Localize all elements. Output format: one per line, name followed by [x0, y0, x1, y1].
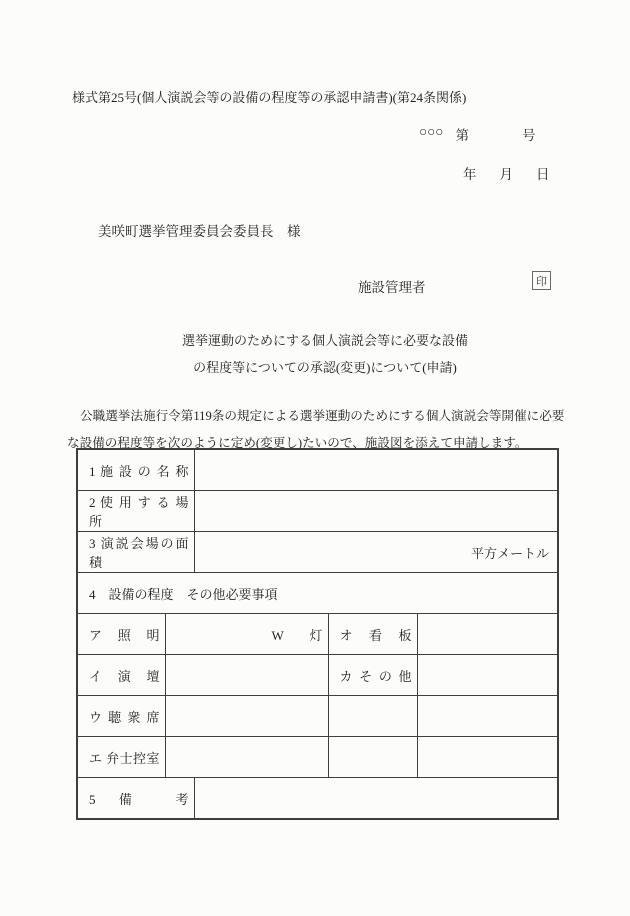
- year-label: 年: [463, 167, 477, 182]
- remarks-label: 5 備 考: [77, 778, 194, 820]
- audience-seats-label: ウ 聴 衆 席: [77, 696, 165, 737]
- speaker-room-extra-value-cell: [417, 737, 558, 778]
- body-paragraph-line-2: な設備の程度等を次のように定め(変更し)たいので、施設図を添えて申請します。: [67, 436, 528, 450]
- remarks-value-cell: [194, 778, 558, 820]
- venue-area-unit-label: 平方メートル: [471, 545, 550, 561]
- addressee: 美咲町選挙管理委員会委員長 様: [98, 224, 301, 239]
- form-number-note: 様式第25号(個人演説会等の設備の程度等の承認申請書)(第24条関係): [72, 90, 467, 105]
- equipment-section-row: [77, 573, 558, 614]
- day-label: 日: [536, 167, 550, 182]
- signboard-label: オ 看 板: [328, 614, 417, 655]
- audience-seats-extra-value-cell: [417, 696, 558, 737]
- application-table: [76, 448, 559, 820]
- other-equipment-label: カ そ の 他: [328, 655, 417, 696]
- venue-area-row: [77, 532, 558, 573]
- podium-row: [77, 655, 558, 696]
- venue-area-label: 3 演説会場の面積: [77, 532, 194, 573]
- number-prefix-label: 第: [455, 128, 469, 143]
- equipment-section-header: 4 設備の程度 その他必要事項: [77, 573, 558, 614]
- facility-name-row: [77, 449, 558, 491]
- title-line-2: の程度等についての承認(変更)について(申請): [193, 360, 457, 375]
- org-placeholder-circles: ○○○: [419, 124, 444, 139]
- lighting-row: [77, 614, 558, 655]
- document-title: [20, 327, 630, 381]
- facility-manager-label: 施設管理者: [358, 280, 426, 295]
- title-line-1: 選挙運動のためにする個人演説会等に必要な設備: [181, 333, 468, 348]
- signboard-value-cell: [417, 614, 558, 655]
- body-paragraph-line-1: 公職選挙法施行令第119条の規定による選挙運動のためにする個人演説会等開催に必要: [80, 409, 565, 423]
- number-suffix-label: 号: [521, 128, 536, 143]
- speaker-room-row: [77, 737, 558, 778]
- speaker-room-label: エ 弁士控室: [77, 737, 165, 778]
- speaker-room-value-cell: [165, 737, 328, 778]
- podium-value-cell: [165, 655, 328, 696]
- facility-name-label: 1 施 設 の 名 称: [77, 449, 194, 491]
- remarks-row: [77, 778, 558, 820]
- usage-place-value-cell: [194, 491, 558, 532]
- lighting-wattage-cell: W 灯: [165, 614, 328, 655]
- usage-place-row: [77, 491, 558, 532]
- lighting-label: ア 照 明: [77, 614, 165, 655]
- facility-name-value-cell: [194, 449, 558, 491]
- month-label: 月: [499, 167, 513, 182]
- speaker-room-extra-cell: [328, 737, 417, 778]
- seal-box: [532, 271, 551, 290]
- venue-area-value-cell: [194, 532, 558, 573]
- other-equipment-value-cell: [417, 655, 558, 696]
- podium-label: イ 演 壇: [77, 655, 165, 696]
- document-number-line: [419, 124, 535, 144]
- audience-seats-extra-cell: [328, 696, 417, 737]
- seal-mark: 印: [536, 275, 547, 288]
- audience-seats-value-cell: [165, 696, 328, 737]
- audience-seats-row: [77, 696, 558, 737]
- usage-place-label: 2 使 用 す る 場 所: [77, 491, 194, 532]
- date-line: [463, 163, 550, 183]
